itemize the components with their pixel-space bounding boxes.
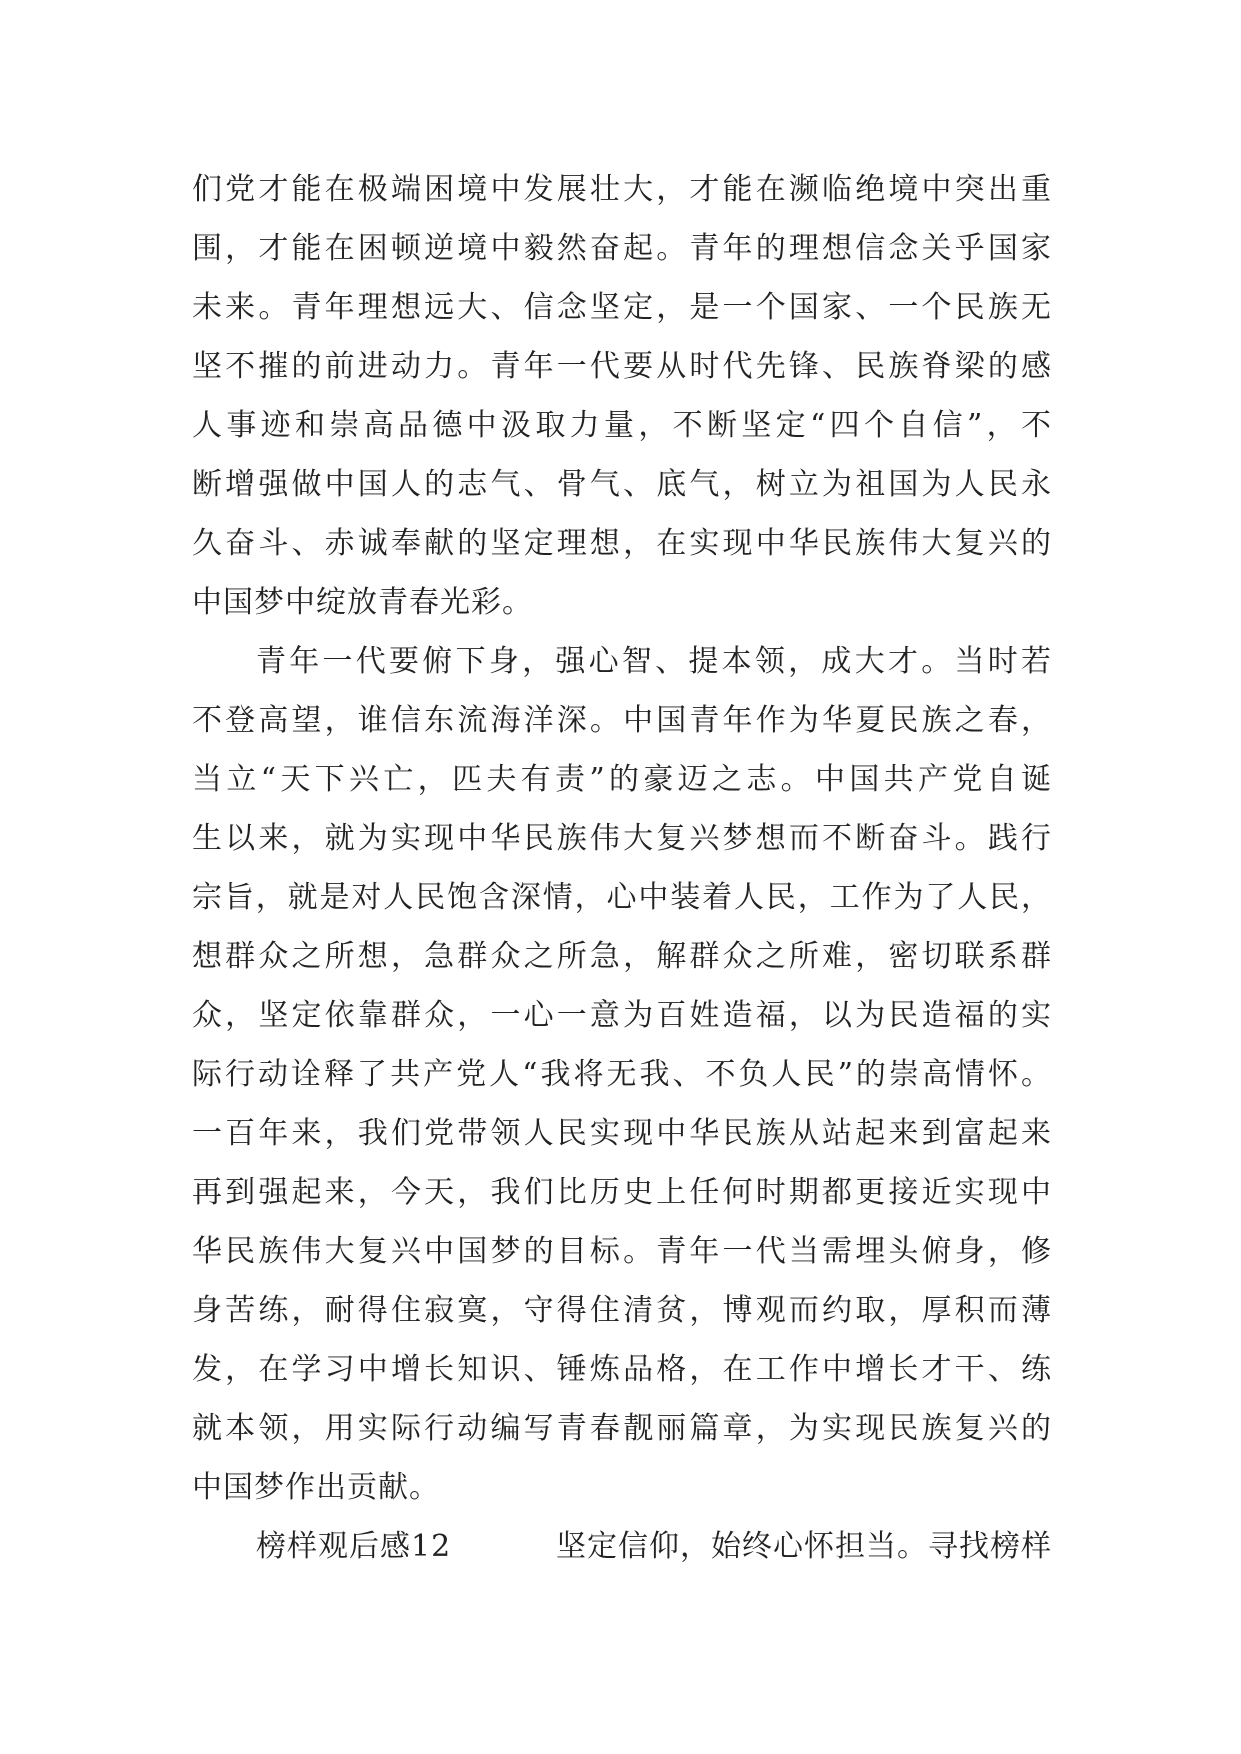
text-line: 众，坚定依靠群众，一心一意为百姓造福，以为民造福的实 — [192, 998, 1052, 1033]
text-line: 断增强做中国人的志气、骨气、底气，树立为祖国为人民永 — [192, 467, 1052, 502]
text-line: 久奋斗、赤诚奉献的坚定理想，在实现中华民族伟大复兴的 — [192, 526, 1052, 561]
text-line: 未来。青年理想远大、信念坚定，是一个国家、一个民族无 — [192, 290, 1052, 325]
document-body — [192, 160, 1052, 1576]
text-line: 际行动诠释了共产党人“我将无我、不负人民”的崇高情怀。 — [192, 1057, 1052, 1092]
text-line: 就本领，用实际行动编写青春靓丽篇章，为实现民族复兴的 — [192, 1411, 1052, 1446]
text-line: 中国梦中绽放青春光彩。 — [192, 585, 533, 620]
text-line: 当立“天下兴亡，匹夫有责”的豪迈之志。中国共产党自诞 — [192, 762, 1052, 797]
text-line: 生以来，就为实现中华民族伟大复兴梦想而不断奋斗。践行 — [192, 821, 1052, 856]
text-line: 人事迹和崇高品德中汲取力量，不断坚定“四个自信”，不 — [192, 408, 1052, 443]
text-line: 青年一代要俯下身，强心智、提本领，成大才。当时若 — [256, 644, 1052, 679]
text-line: 身苦练，耐得住寂寞，守得住清贫，博观而约取，厚积而薄 — [192, 1293, 1052, 1328]
text-line: 一百年来，我们党带领人民实现中华民族从站起来到富起来 — [192, 1116, 1052, 1151]
text-line: 再到强起来，今天，我们比历史上任何时期都更接近实现中 — [192, 1175, 1052, 1210]
text-line: 华民族伟大复兴中国梦的目标。青年一代当需埋头俯身，修 — [192, 1234, 1052, 1269]
text-line: 们党才能在极端困境中发展壮大，才能在濒临绝境中突出重 — [192, 172, 1052, 207]
text-line: 发，在学习中增长知识、锤炼品格，在工作中增长才干、练 — [192, 1352, 1052, 1387]
text-line: 围，才能在困顿逆境中毅然奋起。青年的理想信念关乎国家 — [192, 231, 1052, 266]
text-line: 想群众之所想，急群众之所急，解群众之所难，密切联系群 — [192, 939, 1052, 974]
section-title: 榜样观后感12 — [256, 1529, 452, 1564]
section-heading-line — [192, 1517, 1052, 1576]
section-first-line: 坚定信仰，始终心怀担当。寻找榜样 — [556, 1529, 1052, 1564]
text-line: 中国梦作出贡献。 — [192, 1470, 440, 1505]
text-line: 宗旨，就是对人民饱含深情，心中装着人民，工作为了人民， — [192, 880, 1052, 915]
text-line: 不登高望，谁信东流海洋深。中国青年作为华夏民族之春， — [192, 703, 1052, 738]
text-line: 坚不摧的前进动力。青年一代要从时代先锋、民族脊梁的感 — [192, 349, 1052, 384]
